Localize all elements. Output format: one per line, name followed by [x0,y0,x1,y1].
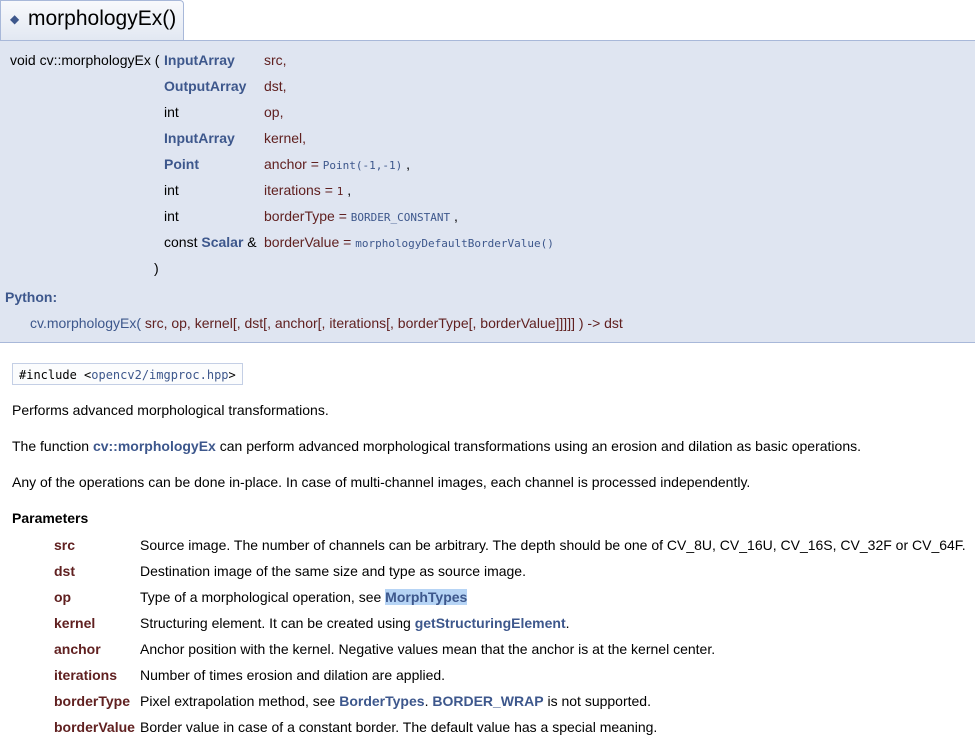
type-ref: & [247,234,257,250]
type-text: int [164,104,179,120]
include-header-link[interactable]: opencv2/imgproc.hpp [91,368,229,382]
python-function-name: cv.morphologyEx( [30,315,142,331]
param-desc-text: is not supported. [543,693,651,709]
param-desc-text: . [565,615,570,631]
desc-text: can perform advanced morphological transformations using an erosion and dilation as basic operations. [215,438,861,454]
param-name: op, [264,104,284,120]
param-name: iterations = [264,182,333,198]
default-value: 1 [336,185,344,198]
separator: , [450,208,458,224]
type-qualifier: const [164,234,198,250]
param-desc [140,691,651,711]
inplace-paragraph: Any of the operations can be done in-place. In case of multi-channel images, each channel is processed independently. [12,474,751,490]
param-name: op [54,589,72,605]
param-desc [140,613,570,633]
param-row [54,691,651,711]
page-title: morphologyEx() [28,7,177,30]
type-link[interactable]: Point [164,156,199,172]
getstructuringelement-link[interactable]: getStructuringElement [414,615,566,631]
default-value[interactable]: BORDER_CONSTANT [350,211,451,224]
proto-prefix: void cv::morphologyEx ( [10,52,160,68]
param-name: borderValue [54,719,135,735]
param-name: kernel [54,615,96,631]
morphtypes-link[interactable]: MorphTypes [385,589,468,605]
param-desc: Destination image of the same size and type as source image. [140,563,526,579]
param-row [54,535,966,555]
param-row [54,561,526,581]
param-name: anchor [54,641,101,657]
param-desc-text: Type of a morphological operation, see [140,589,386,605]
python-signature [30,315,623,331]
type-text: int [164,208,179,224]
include-suffix: > [228,368,236,382]
param-name: borderType = [264,208,347,224]
function-link[interactable]: cv::morphologyEx [92,438,216,454]
param-desc-text: . [424,693,433,709]
function-prototype [0,40,975,343]
type-link[interactable]: Scalar [201,234,244,250]
param-name: src, [264,52,287,68]
member-title-tab [0,0,184,40]
param-desc-text: Pixel extrapolation method, see [140,693,340,709]
param-row [54,665,446,685]
type-link[interactable]: InputArray [164,130,235,146]
border-wrap-link[interactable]: BORDER_WRAP [432,693,544,709]
type-link[interactable]: OutputArray [164,78,247,94]
default-value[interactable]: Point(-1,-1) [322,159,403,172]
param-desc: Number of times erosion and dilation are applied. [140,667,446,683]
description-paragraph [12,438,861,454]
param-name: kernel, [264,130,307,146]
separator: , [343,182,352,198]
bordertypes-link[interactable]: BorderTypes [339,693,425,709]
param-name: borderType [54,693,130,709]
param-row [54,717,658,737]
param-name: src [54,537,76,553]
python-params: src, op, kernel[, dst[, anchor[, iterations[, borderType[, borderValue]]]]] ) -> dst [141,315,623,331]
param-desc: Anchor position with the kernel. Negative values mean that the anchor is at the kernel center. [140,641,716,657]
type-text: int [164,182,179,198]
param-row [54,587,468,607]
param-desc [140,587,467,607]
diamond-icon: ◆ [10,12,20,26]
param-desc: Border value in case of a constant border. The default value has a special meaning. [140,719,658,735]
desc-text: The function [12,438,93,454]
close-paren: ) [154,260,159,276]
include-prefix: #include < [19,368,92,382]
summary-text: Performs advanced morphological transformations. [12,402,329,418]
param-desc-text: Structuring element. It can be created using [140,615,415,631]
param-name: iterations [54,667,118,683]
param-name: dst [54,563,75,579]
separator: , [402,156,411,172]
param-desc: Source image. The number of channels can be arbitrary. The depth should be one of CV_8U, CV_16U, CV_16S, CV_32F or CV_64F. [140,537,966,553]
param-row [54,639,716,659]
param-name: borderValue = [264,234,352,250]
param-name: anchor = [264,156,319,172]
param-row [54,613,570,633]
parameters-heading: Parameters [12,510,89,526]
type-link[interactable]: InputArray [164,52,235,68]
python-label: Python: [5,289,58,305]
include-line [12,363,243,385]
default-value[interactable]: morphologyDefaultBorderValue() [355,237,554,250]
param-name: dst, [264,78,287,94]
